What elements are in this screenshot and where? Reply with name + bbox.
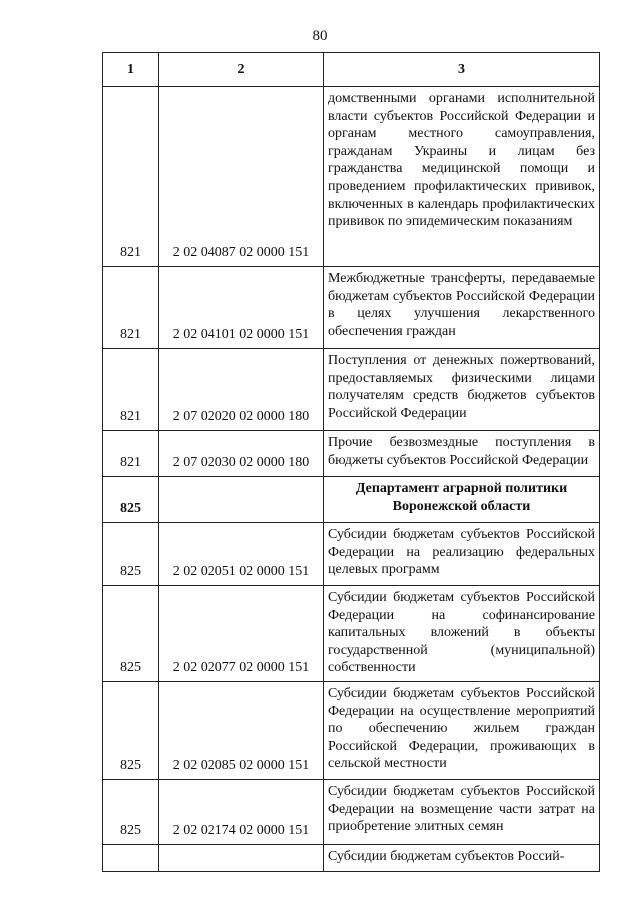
description-cell: Поступления от денежных пожертвований, предоставляемых физическими лицами получателям средств бюджетов субъектов Российской Федерации bbox=[324, 349, 600, 431]
table-row bbox=[103, 523, 600, 586]
admin-code-cell: 821 bbox=[103, 87, 159, 267]
budget-classification-code-cell: 2 02 02077 02 0000 151 bbox=[159, 586, 324, 682]
admin-code-cell: 825 bbox=[103, 779, 159, 844]
table-row bbox=[103, 267, 600, 349]
department-header-row bbox=[103, 477, 600, 523]
budget-classification-code-cell: 2 02 02051 02 0000 151 bbox=[159, 523, 324, 586]
description-cell: Субсидии бюджетам субъектов Россий- bbox=[324, 844, 600, 871]
budget-classification-code-cell: 2 02 02174 02 0000 151 bbox=[159, 779, 324, 844]
admin-code-cell: 825 bbox=[103, 586, 159, 682]
budget-classification-code-cell bbox=[159, 844, 324, 871]
column-header-3: 3 bbox=[324, 53, 600, 87]
table-header-row bbox=[103, 53, 600, 87]
description-cell: Прочие безвозмездные поступления в бюджеты субъектов Российской Федерации bbox=[324, 431, 600, 477]
budget-classification-code-cell: 2 02 02085 02 0000 151 bbox=[159, 681, 324, 779]
description-cell: Субсидии бюджетам субъектов Российской Федерации на софинансирование капитальных вложений в объекты государственной (муниципальной) собственности bbox=[324, 586, 600, 682]
department-code-cell: 825 bbox=[103, 477, 159, 523]
description-cell: Субсидии бюджетам субъектов Российской Федерации на осуществление мероприятий по обеспечению жильем граждан Российской Федерации, проживающих в сельской местности bbox=[324, 681, 600, 779]
description-cell: Субсидии бюджетам субъектов Российской Федерации на реализацию федеральных целевых программ bbox=[324, 523, 600, 586]
admin-code-cell: 821 bbox=[103, 431, 159, 477]
table-row bbox=[103, 431, 600, 477]
budget-classification-code-cell: 2 02 04087 02 0000 151 bbox=[159, 87, 324, 267]
column-header-2: 2 bbox=[159, 53, 324, 87]
table-row bbox=[103, 87, 600, 267]
table-row bbox=[103, 844, 600, 871]
description-cell: Субсидии бюджетам субъектов Российской Федерации на возмещение части затрат на приобретение элитных семян bbox=[324, 779, 600, 844]
description-cell: Межбюджетные трансферты, передаваемые бюджетам субъектов Российской Федерации в целях улучшения лекарственного обеспечения граждан bbox=[324, 267, 600, 349]
budget-classification-code-cell: 2 02 04101 02 0000 151 bbox=[159, 267, 324, 349]
table-row bbox=[103, 779, 600, 844]
admin-code-cell: 825 bbox=[103, 523, 159, 586]
page-number: 80 bbox=[312, 28, 328, 44]
budget-code-table bbox=[102, 52, 600, 872]
admin-code-cell: 821 bbox=[103, 349, 159, 431]
budget-classification-code-cell: 2 07 02020 02 0000 180 bbox=[159, 349, 324, 431]
table-row bbox=[103, 349, 600, 431]
admin-code-cell: 825 bbox=[103, 681, 159, 779]
budget-classification-code-cell bbox=[159, 477, 324, 523]
column-header-1: 1 bbox=[103, 53, 159, 87]
department-name-cell: Департамент аграрной политики Воронежской области bbox=[324, 477, 600, 523]
budget-classification-code-cell: 2 07 02030 02 0000 180 bbox=[159, 431, 324, 477]
admin-code-cell bbox=[103, 844, 159, 871]
description-cell: домственными органами исполнительной власти субъектов Российской Федерации и органам местного самоуправления, гражданам Украины и лицам без гражданства медицинской помощи и проведением профилактических прививок, включенных в календарь профилактических прививок по эпидемическим показаниям bbox=[324, 87, 600, 267]
table-row bbox=[103, 586, 600, 682]
table-row bbox=[103, 681, 600, 779]
admin-code-cell: 821 bbox=[103, 267, 159, 349]
